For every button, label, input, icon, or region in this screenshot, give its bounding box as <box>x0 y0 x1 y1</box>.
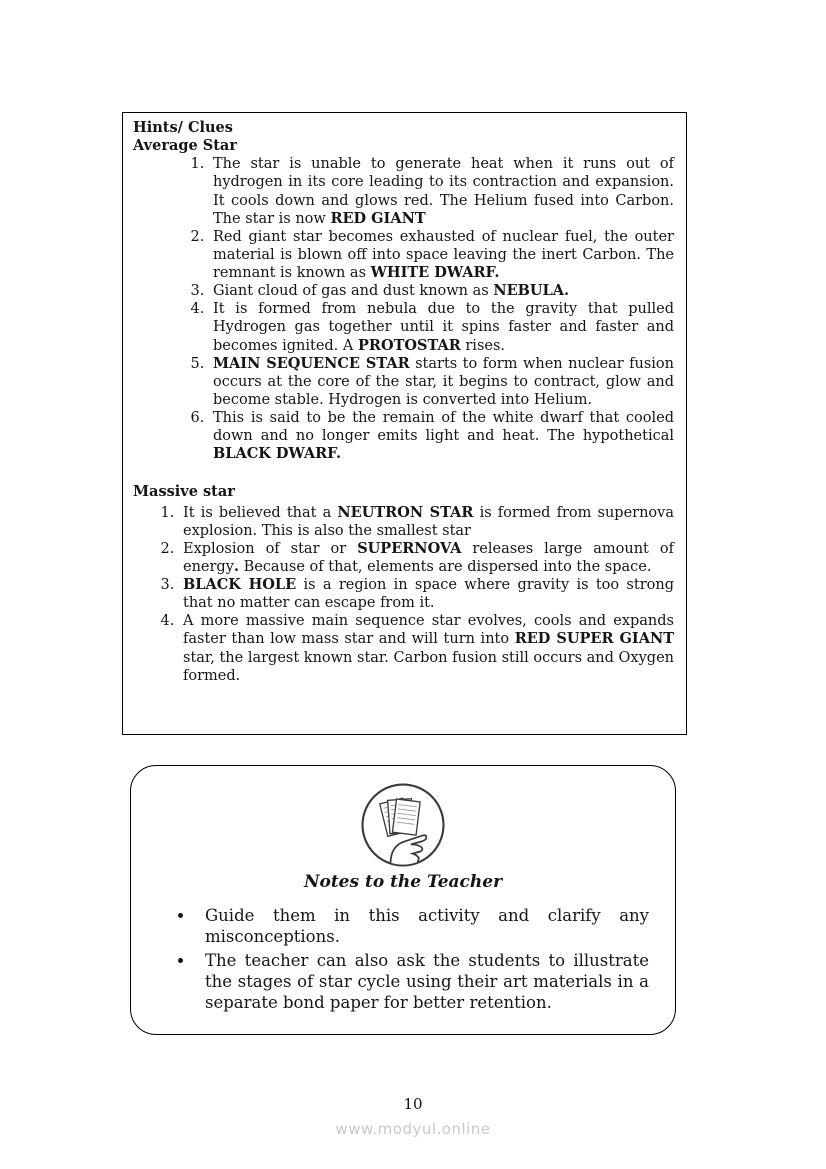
notes-title: Notes to the Teacher <box>303 872 503 892</box>
massive-star-list <box>133 504 674 685</box>
list-item: 6. This is said to be the remain of the white dwarf that cooled down and no longer emits light and heat. The hypothetical BLACK DWARF. <box>209 409 674 463</box>
list-item: 5. MAIN SEQUENCE STAR starts to form when nuclear fusion occurs at the core of the star, it begins to contract, glow and become stable. Hydrogen is converted into Helium. <box>209 355 674 409</box>
list-item: 2. Explosion of star or SUPERNOVA releases large amount of energy. Because of that, elements are dispersed into the space. <box>179 540 674 576</box>
notes-box <box>130 765 676 1035</box>
list-item: 4. A more massive main sequence star evolves, cools and expands faster than low mass star and will turn into RED SUPER GIANT star, the largest known star. Carbon fusion still occurs and Oxygen formed. <box>179 612 674 685</box>
list-item: 1. The star is unable to generate heat when it runs out of hydrogen in its core leading to its contraction and expansion. It cools down and glows red. The Helium fused into Carbon. The star is now RED GIANT <box>209 155 674 228</box>
list-item: • The teacher can also ask the students to illustrate the stages of star cycle using their art materials in a separate bond paper for better retention. <box>195 951 649 1013</box>
massive-star-heading: Massive star <box>133 483 235 501</box>
average-star-heading: Average Star <box>133 137 237 155</box>
average-star-list <box>133 155 674 463</box>
hints-box <box>122 112 687 735</box>
watermark: www.modyul.online <box>335 1120 491 1138</box>
notes-bullet-list <box>195 906 649 1013</box>
list-item: 3. Giant cloud of gas and dust known as NEBULA. <box>209 282 674 300</box>
list-item: • Guide them in this activity and clarify any misconceptions. <box>195 906 649 947</box>
page-number: 10 <box>403 1095 423 1113</box>
papers-in-hand-icon <box>359 781 447 869</box>
list-item: 3. BLACK HOLE is a region in space where gravity is too strong that no matter can escape from it. <box>179 576 674 612</box>
list-item: 4. It is formed from nebula due to the gravity that pulled Hydrogen gas together until it spins faster and faster and becomes ignited. A PROTOSTAR rises. <box>209 300 674 354</box>
list-item: 2. Red giant star becomes exhausted of nuclear fuel, the outer material is blown off into space leaving the inert Carbon. The remnant is known as WHITE DWARF. <box>209 228 674 282</box>
list-item: 1. It is believed that a NEUTRON STAR is formed from supernova explosion. This is also the smallest star <box>179 504 674 540</box>
hints-title: Hints/ Clues <box>133 119 233 136</box>
